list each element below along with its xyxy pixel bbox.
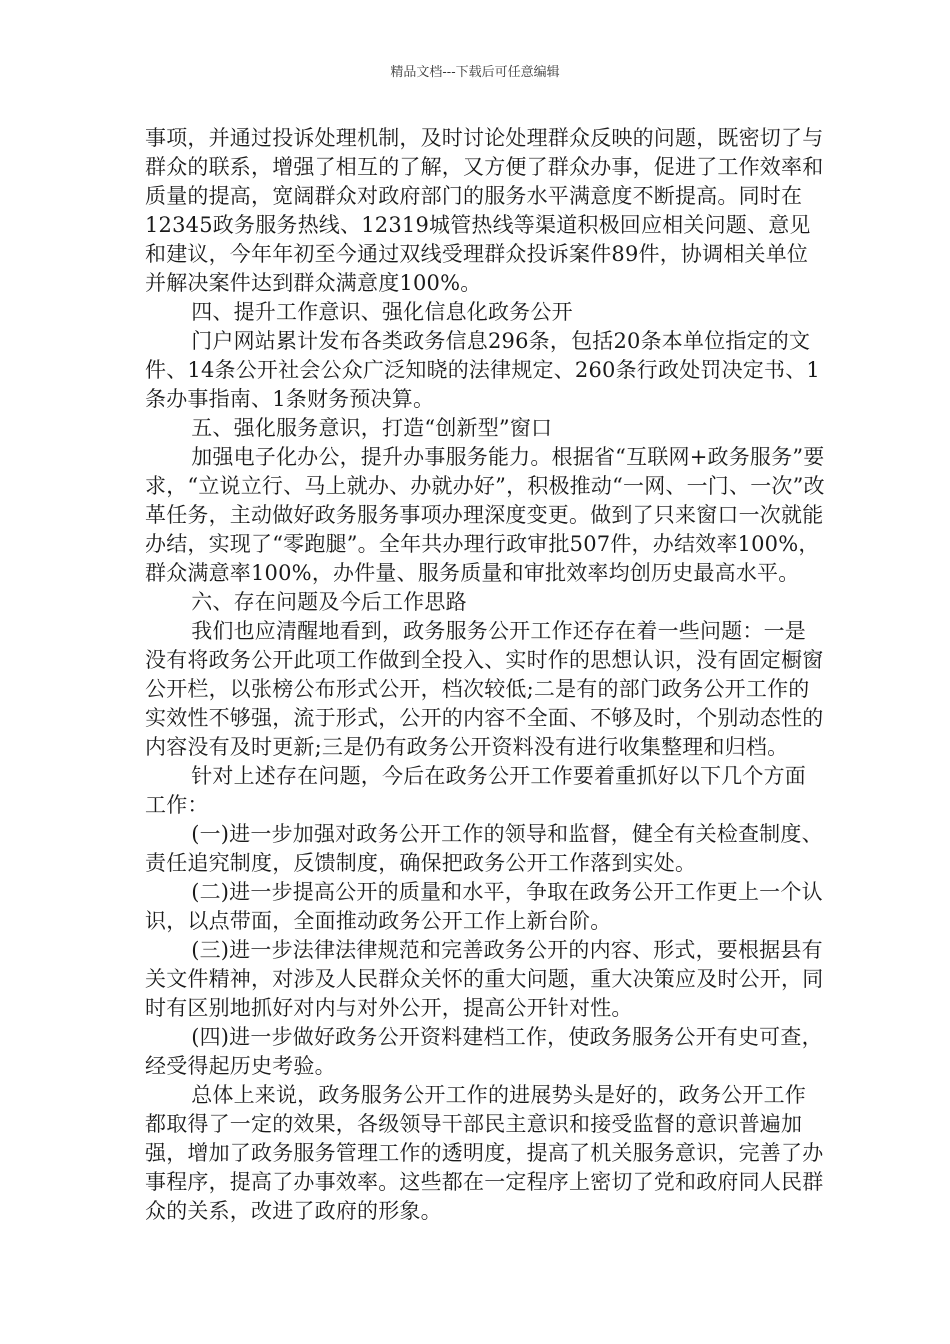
list-item-2: (二)进一步提高公开的质量和水平，争取在政务公开工作更上一个认识，以点带面，全面推动政务公开工作上新台阶。	[145, 880, 823, 933]
section-heading-5: 五、强化服务意识，打造“创新型”窗口	[191, 416, 553, 440]
document-body	[145, 124, 825, 1226]
section-heading-6: 六、存在问题及今后工作思路	[191, 590, 467, 614]
paragraph-portal-info: 门户网站累计发布各类政务信息296条，包括20条本单位指定的文件、14条公开社会公众广泛知晓的法律规定、260条行政处罚决定书、1条办事指南、1条财务预决算。	[145, 329, 820, 411]
paragraph-conclusion: 总体上来说，政务服务公开工作的进展势头是好的，政务公开工作都取得了一定的效果，各级领导干部民主意识和接受监督的意识普遍加强，增加了政务服务管理工作的透明度，提高了机关服务意识，完善了办事程序，提高了办事效率。这些都在一定程序上密切了党和政府同人民群众的关系，改进了政府的形象。	[145, 1083, 824, 1223]
list-item-3: (三)进一步法律法律规范和完善政务公开的内容、形式，要根据县有关文件精神，对涉及人民群众关怀的重大问题，重大决策应及时公开，同时有区别地抓好对内与对外公开，提高公开针对性。	[145, 938, 824, 1020]
paragraph-future-intro: 针对上述存在问题，今后在政务公开工作要着重抓好以下几个方面工作：	[145, 764, 806, 817]
paragraph-problems: 我们也应清醒地看到，政务服务公开工作还存在着一些问题：一是没有将政务公开此项工作做到全投入、实时作的思想认识，没有固定橱窗公开栏，以张榜公布形式公开，档次较低;二是有的部门政务公开工作的实效性不够强，流于形式，公开的内容不全面、不够及时，个别动态性的内容没有及时更新;三是仍有政务公开资料没有进行收集整理和归档。	[145, 619, 824, 759]
section-heading-4: 四、提升工作意识、强化信息化政务公开	[191, 300, 573, 324]
paragraph-complaints-continuation: 事项，并通过投诉处理机制，及时讨论处理群众反映的问题，既密切了与群众的联系，增强了相互的了解，又方便了群众办事，促进了工作效率和质量的提高，宽阔群众对政府部门的服务水平满意度不断提高。同时在12345政务服务热线、12319城管热线等渠道积极回应相关问题、意见和建议，今年年初至今通过双线受理群众投诉案件89件，协调相关单位并解决案件达到群众满意度100%。	[145, 126, 824, 295]
list-item-4: (四)进一步做好政务公开资料建档工作，使政务服务公开有史可查，经受得起历史考验。	[145, 1025, 823, 1078]
page-header: 精品文档---下载后可任意编辑	[390, 65, 560, 80]
list-item-1: (一)进一步加强对政务公开工作的领导和监督，健全有关检查制度、责任追究制度，反馈制度，确保把政务公开工作落到实处。	[145, 822, 823, 875]
paragraph-e-office: 加强电子化办公，提升办事服务能力。根据省“互联网+政务服务”要求，“立说立行、马上就办、办就办好”，积极推动“一网、一门、一次”改革任务，主动做好政务服务事项办理深度变更。做到了只来窗口一次就能办结，实现了“零跑腿”。全年共办理行政审批507件，办结效率100%，群众满意率100%，办件量、服务质量和审批效率均创历史最高水平。	[145, 445, 825, 585]
